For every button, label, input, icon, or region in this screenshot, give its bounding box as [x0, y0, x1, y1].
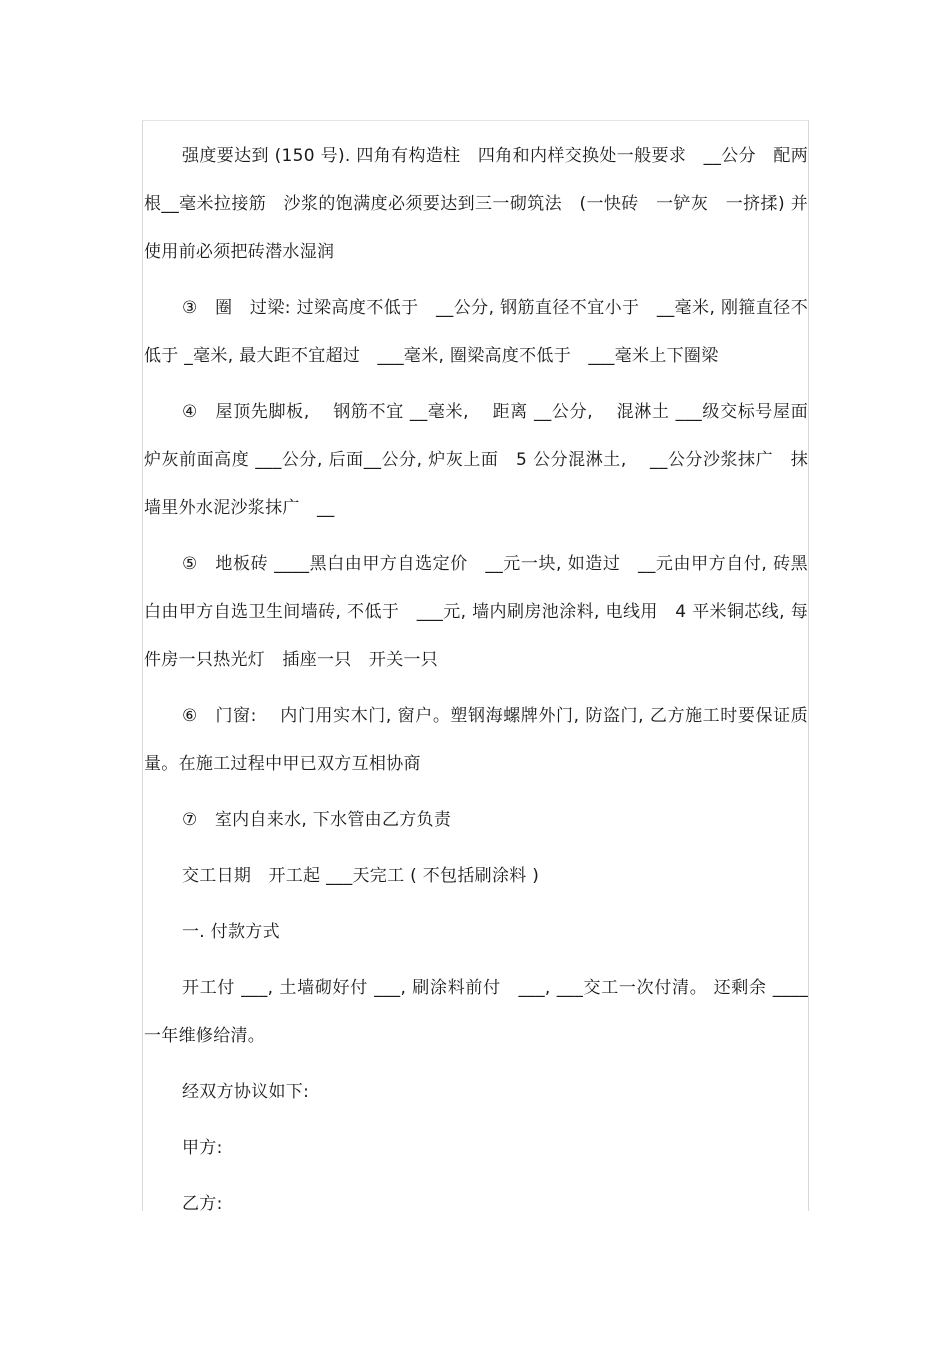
- document-body: [144, 132, 808, 1236]
- party-b-signature-line: 乙方:: [182, 1194, 223, 1214]
- paragraph-completion-date: 交工日期 开工起 ___天完工 ( 不包括刷涂料 ): [182, 866, 540, 886]
- paragraph-plumbing: ⑦ 室内自来水, 下水管由乙方负责: [182, 810, 452, 830]
- paragraph-doors-windows: ⑥ 门窗: 内门用实木门, 窗户。塑钢海螺牌外门, 防盗门, 乙方施工时要保证质量。在施工过程中甲已双方互相协商: [144, 706, 808, 774]
- paragraph-floor-tiles: ⑤ 地板砖 ____黑白由甲方自选定价 __元一块, 如造过 __元由甲方自付, 砖黑白由甲方自选卫生间墙砖, 不低于 ___元, 墙内刷房池涂料, 电线用 4 平米铜芯线, 每件房一只热光灯 插座一只 开关一只: [144, 554, 808, 670]
- party-a-signature-line: 甲方:: [182, 1138, 223, 1158]
- paragraph-payment-terms: 开工付 ___, 土墙砌好付 ___, 刷涂料前付 ___, ___交工一次付清。 还剩余 ____一年维修给清。: [144, 978, 808, 1046]
- section-heading-payment: 一. 付款方式: [182, 922, 280, 942]
- paragraph-lintel-beam: ③ 圈 过梁: 过梁高度不低于 __公分, 钢筋直径不宜小于 __毫米, 刚箍直径不低于 _毫米, 最大距不宜超过 ___毫米, 圈梁高度不低于 ___毫米上下圈梁: [144, 298, 808, 366]
- paragraph-agreement: 经双方协议如下:: [182, 1082, 310, 1102]
- paragraph-strength-requirements: 强度要达到 (150 号). 四角有构造柱 四角和内样交换处一般要求 __公分 配两根__毫米拉接筋 沙浆的饱满度必须要达到三一砌筑法 (一快砖 一铲灰 一挤揉) 并使用前必须把砖潜水湿润: [144, 146, 808, 262]
- paragraph-roof: ④ 屋顶先脚板, 钢筋不宜 __毫米, 距离 __公分, 混淋土 ___级交标号屋面炉灰前面高度 ___公分, 后面__公分, 炉灰上面 5 公分混淋土, __公分沙浆抹广 抹墙里外水泥沙浆抹广 __: [144, 402, 808, 518]
